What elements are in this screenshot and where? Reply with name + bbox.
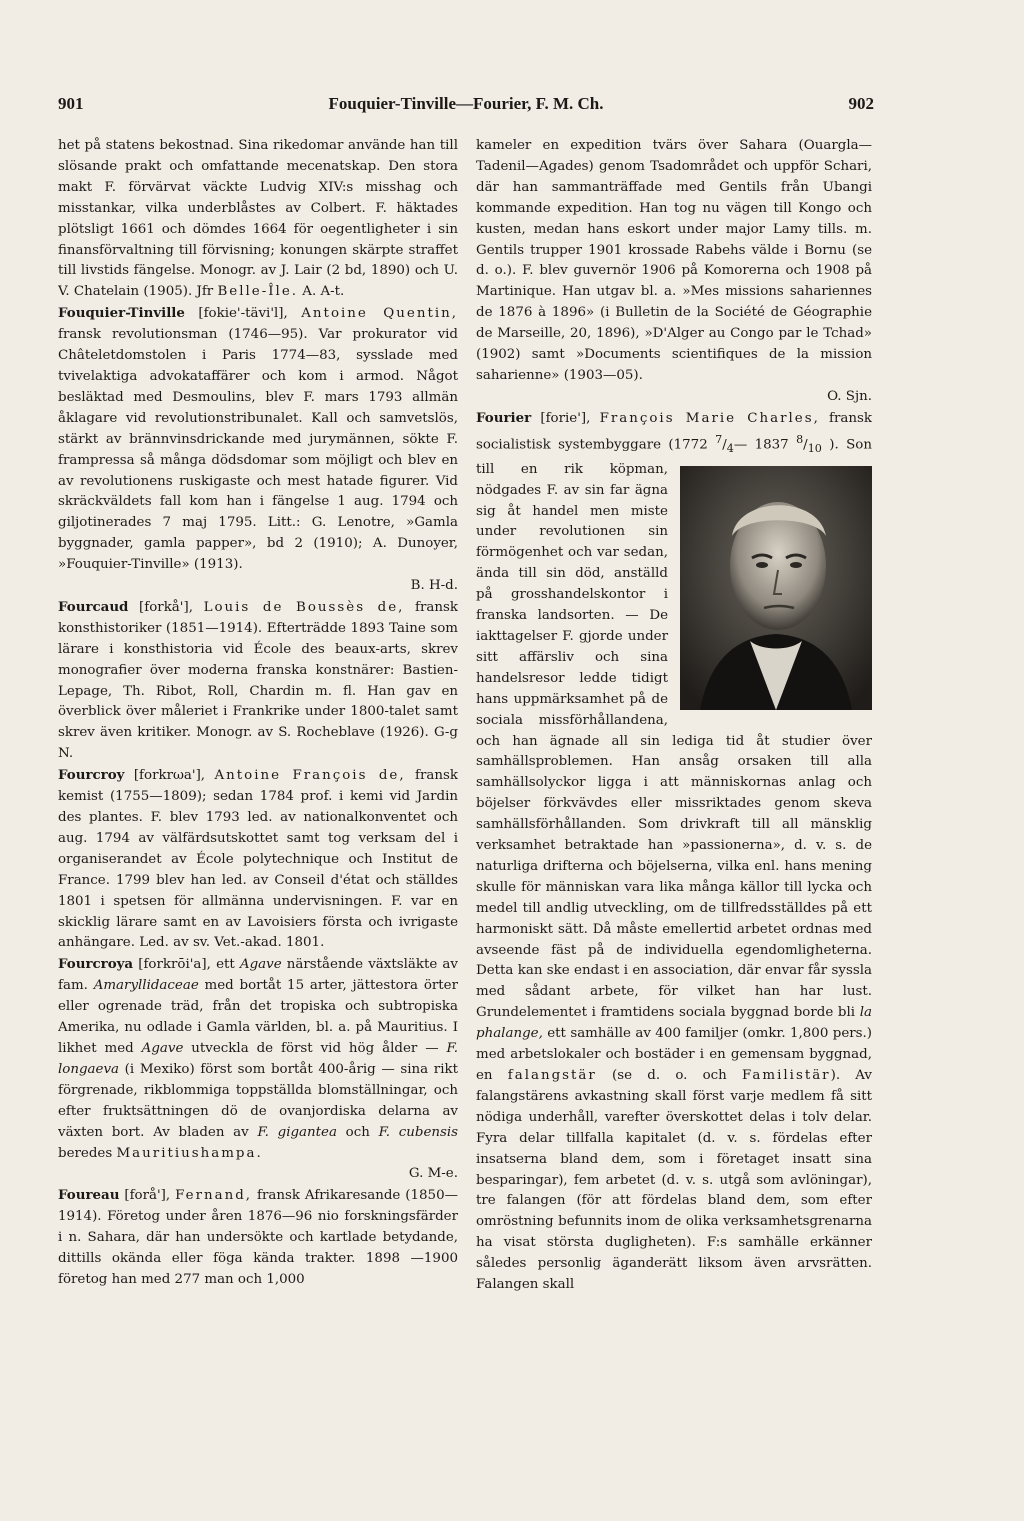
page-number-left: 901 [58, 94, 84, 113]
entry-fouquet-continuation: het på statens bekostnad. Sina rikedomar använde han till slösande prakt och omfattande mecenatskap. Den stora makt F. förvärvat väckte Ludvig XIV:s misshag och misstankar, vilka underblåstes av Colbert. F. häktades plötsligt 1661 och dömdes 1664 för oegentligheter i sin finansförvaltning till förvisning; konungen skärpte straffet till livstids fängelse. Monogr. av J. Lair (2 bd, 1890) och U. V. Chatelain (1905). Jfr Belle-Île. A. A-t. [58, 138, 458, 300]
page-number-right: 902 [848, 94, 874, 113]
headword: Fourcroya [58, 956, 134, 973]
entry-fouquier-tinville: Fouquier-Tinville [fokie'-tävi'l], Antoine Quentin, fransk revolutionsman (1746—95). Var prokurator vid Châteletdomstolen i Paris 1774—83, sysslade med tvivelaktiga advokataffärer och kom i armod. Något besläktad med Desmoulins, blev F. mars 1793 allmän åklagare vid revolutionstribunalet. Kall och samvetslös, stärkt av brännvinsdrickande med jurymännen, sökte F. frampressa så många dödsdomar som möjligt och blev en av revolutionens ruskigaste och mest hatade figurer. Vid skräckväldets fall kom han i fängelse 1 aug. 1794 och giljotinerades 7 maj 1795. Litt.: G. Lenotre, »Gamla byggnader, gamla papper», bd 2 (1910); A. Dunoyer, »Fouquier-Tinville» (1913). B. H-d. [58, 303, 458, 597]
entry-fourcaud: Fourcaud [forkå'], Louis de Boussès de, fransk konsthistoriker (1851—1914). Efterträdde 1893 Taine som lärare i konsthistoria vid École des beaux-arts, skrev monografier över moderna franska konstnärer: Bastien-Lepage, Th. Ribot, Roll, Chardin m. fl. Han gav en överblick över måleriet i Frankrike under 1800-talet samt skrev även kritiker. Monogr. av S. Rocheblave (1926). G-g N. [58, 598, 458, 762]
right-column [476, 136, 872, 1391]
headword: Foureau [58, 1187, 120, 1204]
headword: Fourcroy [58, 767, 125, 784]
author-signature: G. M-e. [408, 1166, 458, 1182]
entry-foureau: Foureau [forå'], Fernand, fransk Afrikaresande (1850—1914). Företog under åren 1876—96 nio forskningsfärder i n. Sahara, där han undersökte och kartlade betydande, dittills okända eller föga kända trakter. 1898 —1900 företog han med 277 man och 1,000 [58, 1187, 458, 1287]
headword: Fouquier-Tinville [58, 305, 185, 322]
running-header [58, 94, 874, 118]
headword: Fourier [476, 409, 532, 426]
author-signature: O. Sjn. [827, 388, 872, 404]
entry-fourcroya: Fourcroya [forkrōi'a], ett Agave närstående växtsläkte av fam. Amaryllidaceae med bortåt 15 arter, jättestora örter eller ogrenade träd, från det tropiska och subtropiska Amerika, nu odlade i Gamla världen, bl. a. på Mauritius. I likhet med Agave utveckla de först vid hög ålder — F. longaeva (i Mexiko) först som bortåt 400-årig — sina rikt förgrenade, rikblommiga toppställda blomställningar, och efter fruktsättningen dö de ovanjordiska delarna av växten bort. Av bladen av F. gigantea och F. cubensis beredes Mauritiushampa. G. M-e. [58, 954, 458, 1185]
portrait-illustration [680, 466, 872, 710]
running-title: Fouquier-Tinville—Fourier, F. M. Ch. [328, 94, 604, 113]
author-signature: G-g N. [58, 725, 458, 762]
entry-fourier: Fourier [forie'], François Marie Charles, fransk socialistisk systembyggare (1772 $^7/_4—$ 1837 $^8/_{10}$ ). Son till en rik köpman, nödgades F. av sin far ägna sig åt handel men miste under revolutionen sin förmögenhet och var sedan, ända till sin död, anställd på grosshandelskontor i franska landsorten. — De iakttagelser F. gjorde under sitt affärsliv och sina handelsresor ledde tidigt hans uppmärksamhet på de sociala missförhållandena, och han ägnade all sin lediga tid åt studier över samhällsproblemen. Han ansåg orsaken till alla samhällsolyckor ligga i att människornas anlag och böjelser förkvävdes eller missriktades genom skeva samhällsförhållanden. Som drivkraft till all mänsklig verksamhet betraktade han »passionerna», d. v. s. de naturliga drifterna och böjelserna, vilka enl. hans mening skulle för människan vara lika många källor till lycka och medel till andlig utveckling, om de tillfredsställdes på ett harmoniskt sätt. Då måste emellertid arbetet ordnas med avseende fäst på de individuella egendomligheterna. Detta kan ske endast i en association, där envar får syssla med sådant arbete, för vilket han har lust. Grundelementet i framtidens sociala byggnad borde bli la phalange, ett samhälle av 400 familjer (omkr. 1,800 pers.) med arbetslokaler och bostäder i en gemensam byggnad, en falangstär (se d. o. och Familistär). Av falangstärens avkastning skall först varje medlem få sitt nödiga underhåll, varefter överskottet delas i tolv delar. Fyra delar tillfalla kapitalet (d. v. s. fördelas efter insatserna bland dem, som i företaget insatt sina besparingar), fem arbetet (d. v. s. utgå som avlöningar), tre falangen (för att fördelas bland dem, som efter omröstning befunnits inom de olika verksamhetsgrenarna ha visat största dugligheten). F:s samhälle erkänner således personlig äganderätt liksom även arvsrätten. Falangen skall [476, 409, 872, 1293]
entry-foureau-continuation: kameler en expedition tvärs över Sahara (Ouargla—Tadenil—Agades) genom Tsadområdet och uppför Schari, där han sammanträffade med Gentils från Ubangi kommande expedition. Han tog nu vägen till Kongo och kusten, medan hans eskort under major Lamy tills. m. Gentils trupper 1901 krossade Rabehs välde i Bornu (se d. o.). F. blev guvernör 1906 på Komorerna och 1908 på Martinique. Han utgav bl. a. »Mes missions sahariennes de 1876 à 1896» (i Bulletin de la Société de Géographie de Marseille, 20, 1896), »D'Alger au Congo par le Tchad» (1902) samt »Documents scientifiques de la mission saharienne» (1903—05). O. Sjn. [476, 136, 872, 408]
portrait-image [680, 466, 872, 710]
headword: Fourcaud [58, 598, 129, 615]
entry-fourcroy: Fourcroy [forkrωa'], Antoine François de, fransk kemist (1755—1809); sedan 1784 prof. i kemi vid Jardin des plantes. F. blev 1793 led. av nationalkonventet och aug. 1794 av välfärdsutskottet samt tog verksam del i organiserandet av École polytechnique och Institut de France. 1799 blev han led. av Conseil d'état och ställdes 1801 i spetsen för allmänna undervisningen. F. var en skicklig lärare samt en av Lavoisiers första och ivrigaste anhängare. Led. av sv. Vet.-akad. 1801. [58, 767, 458, 951]
author-signature: B. H-d. [410, 578, 458, 594]
left-column [58, 136, 458, 1391]
